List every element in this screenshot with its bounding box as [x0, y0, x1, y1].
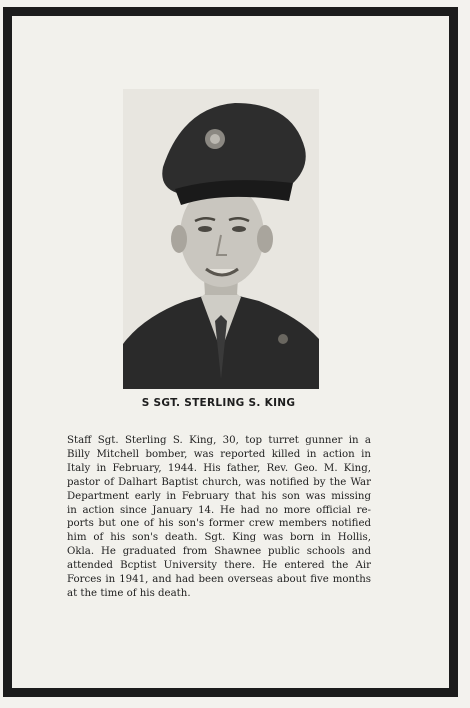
obituary-line: Billy Mitchell bomber, was reported killed in action in [67, 448, 371, 460]
obituary-line: attended Bcptist University there. He entered the Air [67, 560, 371, 572]
obituary-line: Italy in February, 1944. His father, Rev. Geo. M. King, [67, 462, 371, 474]
obituary-line: in action since January 14. He had no more official re- [67, 504, 371, 516]
obituary-line: Forces in 1941, and had been overseas about five months [67, 574, 371, 586]
obituary-paragraph [67, 434, 371, 601]
obituary-line: ports but one of his son's former crew members notified [67, 518, 371, 530]
obituary-line: Okla. He graduated from Shawnee public schools and [67, 546, 371, 558]
photo-caption: S SGT. STERLING S. KING [141, 397, 296, 409]
obituary-line: him of his son's death. Sgt. King was born in Hollis, [67, 532, 371, 544]
obituary-line: pastor of Dalhart Baptist church, was notified by the War [67, 476, 371, 488]
portrait-photo [123, 89, 319, 389]
obituary-line: Staff Sgt. Sterling S. King, 30, top turret gunner in a [67, 435, 371, 446]
obituary-line: at the time of his death. [67, 587, 191, 599]
obituary-line: Department early in February that his son was missing [67, 490, 371, 502]
